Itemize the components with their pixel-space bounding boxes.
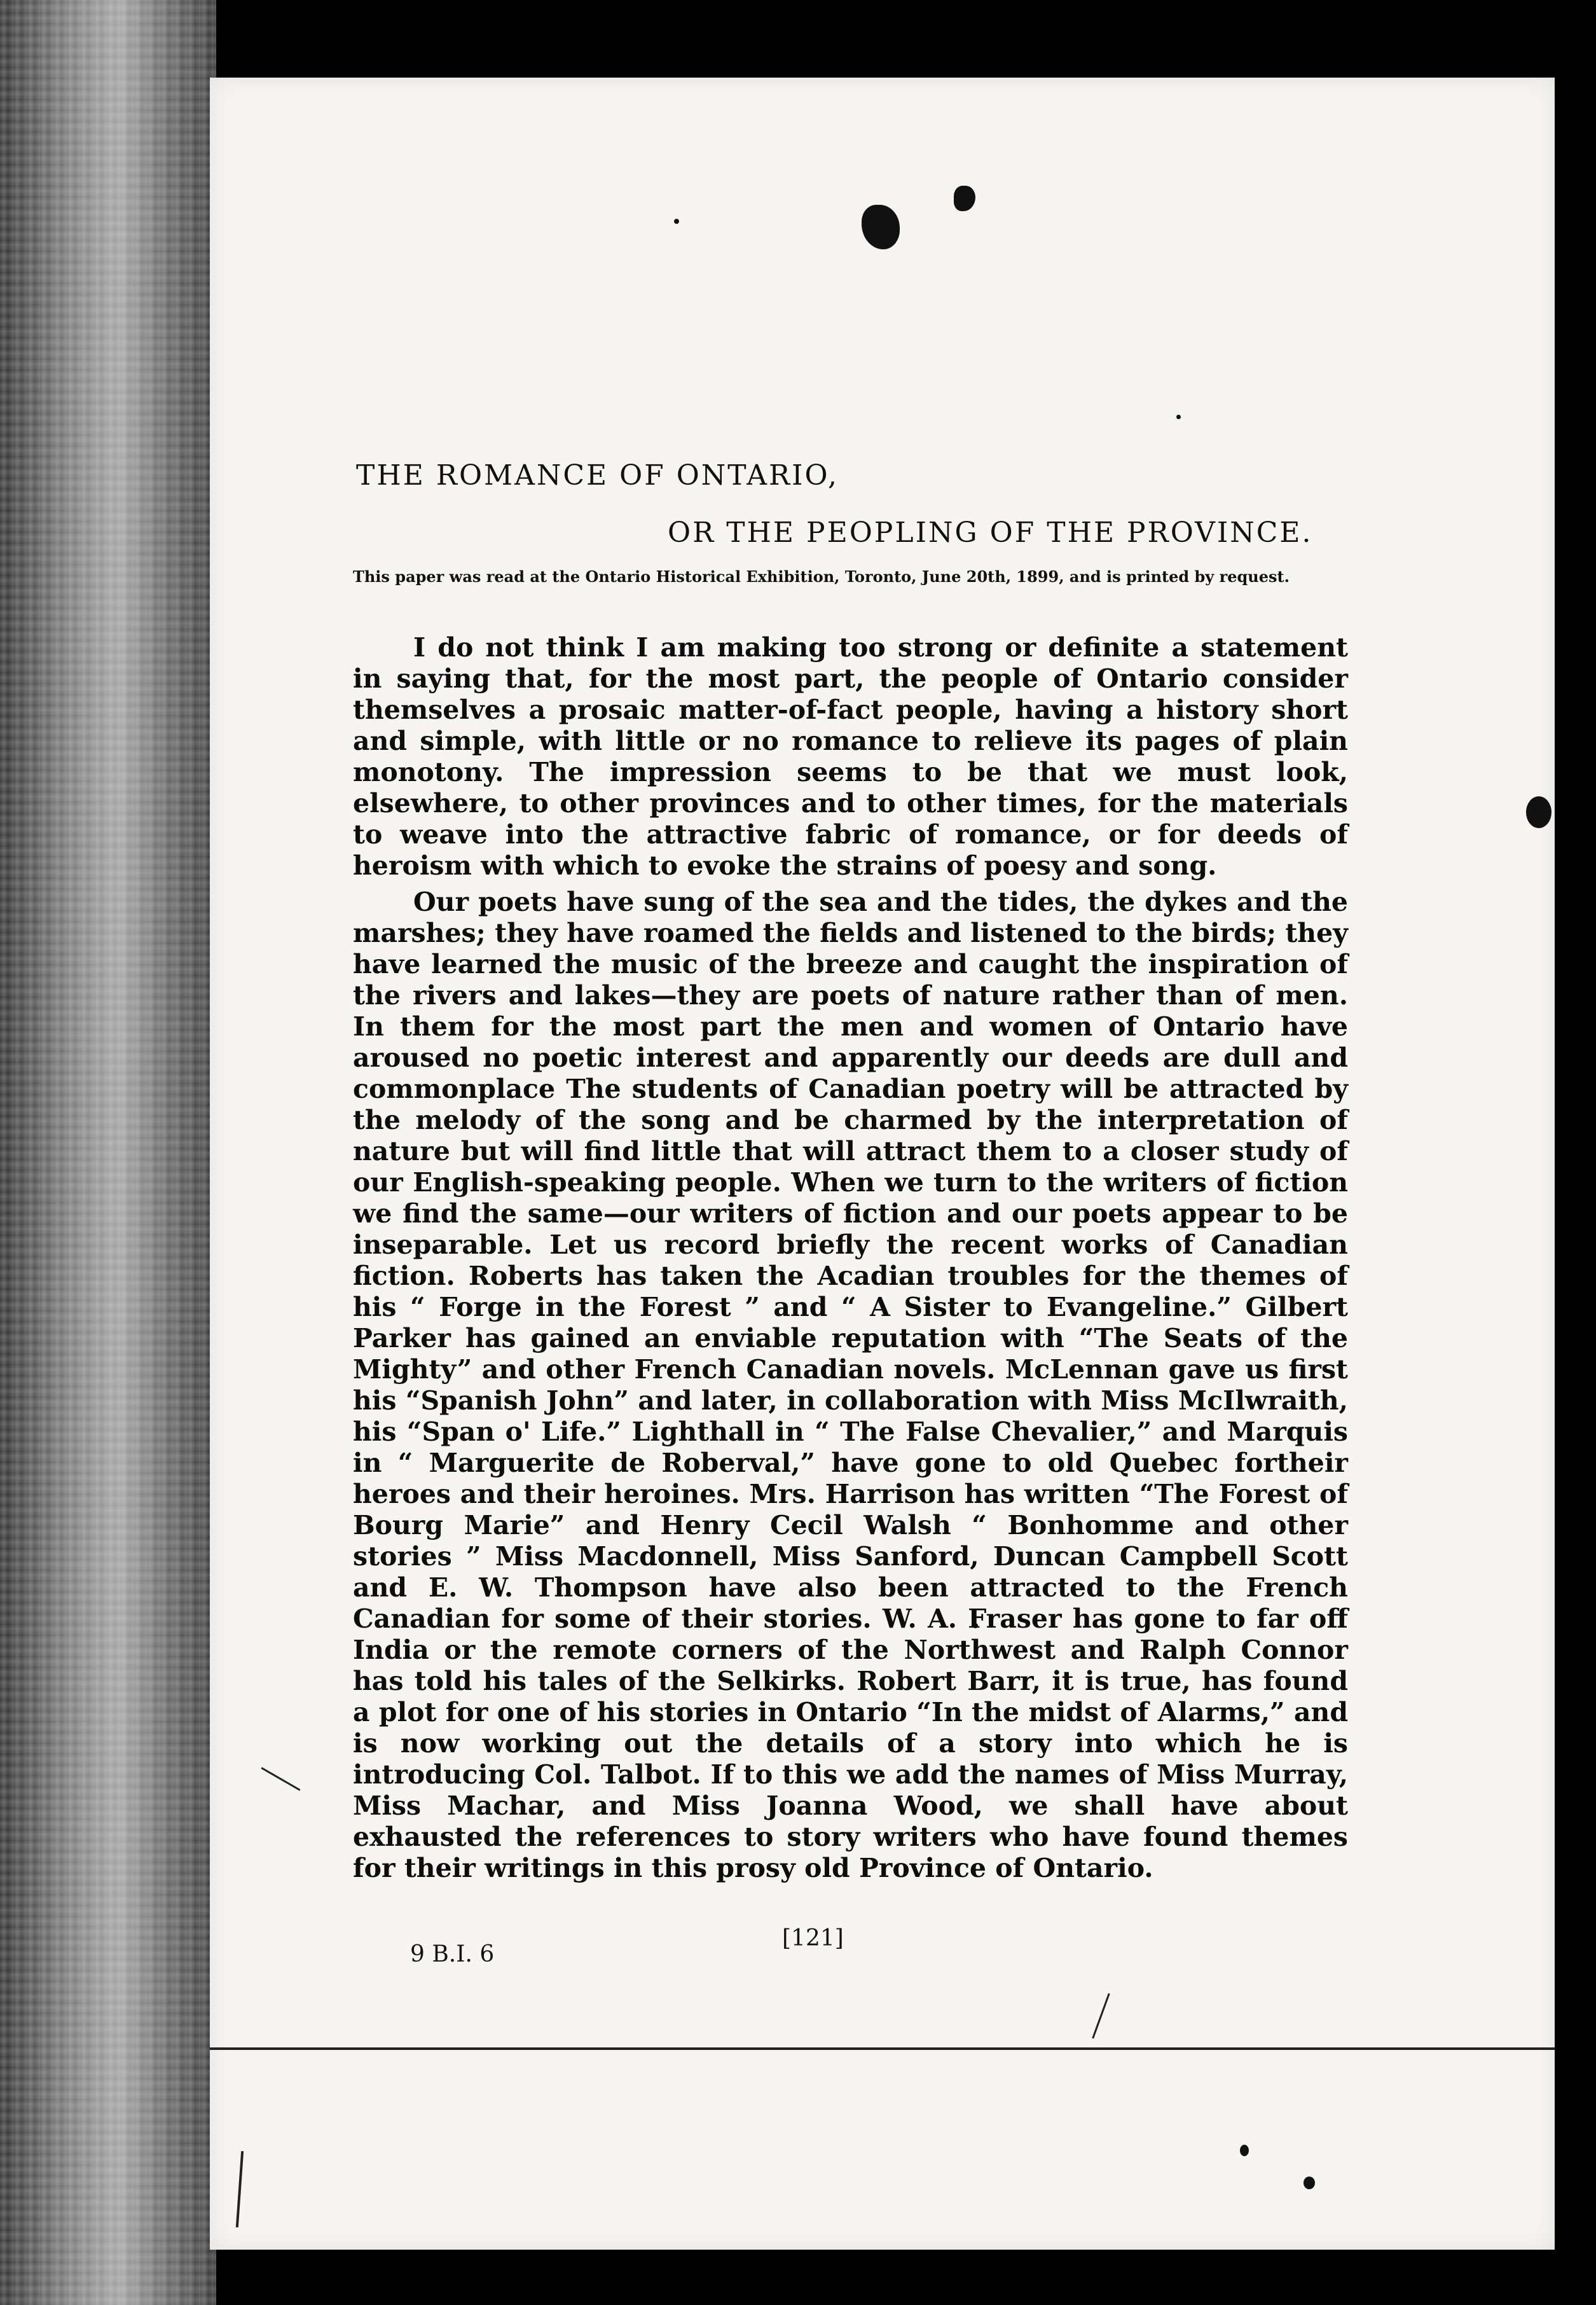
pencil-mark [261, 1767, 300, 1791]
page-number: [121] [782, 1925, 844, 1951]
pencil-mark [1092, 1993, 1110, 2039]
document-page [210, 78, 1555, 2250]
title-line-1: THE ROMANCE OF ONTARIO, [356, 459, 839, 492]
pencil-mark [236, 2151, 244, 2227]
publication-note: This paper was read at the Ontario Historical Exhibition, Toronto, June 20th, 1899, and is printed by request. [353, 567, 1290, 586]
title-line-2: OR THE PEOPLING OF THE PROVINCE. [668, 516, 1313, 549]
ink-blot [862, 205, 900, 249]
scan-edge-shadow [0, 0, 216, 2305]
ink-speck [1304, 2177, 1315, 2189]
paragraph: I do not think I am making too strong or definite a statement in saying that, for the most part, the people of Ontario consider themselves a prosaic matter-of-fact people, having a history short and simple, with little or no romance to relieve its pages of plain monotony. The impression seems to be that we must look, elsewhere, to other provinces and to other times, for the materials to weave into the attractive fabric of romance, or for deeds of heroism with which to evoke the strains of poesy and song. [353, 632, 1348, 881]
printer-signature: 9 B.I. 6 [410, 1941, 495, 1967]
ink-blot [954, 186, 975, 211]
page-fold-line [210, 2047, 1555, 2050]
ink-speck [1176, 415, 1181, 419]
ink-speck [1240, 2145, 1249, 2156]
ink-speck [674, 219, 679, 224]
ink-blot [1526, 796, 1551, 828]
article-body [353, 632, 1348, 1889]
paragraph: Our poets have sung of the sea and the tides, the dykes and the marshes; they have roamed the fields and listened to the birds; they have learned the music of the breeze and caught the inspiration of the rivers and lakes—they are poets of nature rather than of men. In them for the most part the men and women of Ontario have aroused no poetic interest and apparently our deeds are dull and commonplace The students of Canadian poetry will be attracted by the melody of the song and be charmed by the interpretation of nature but will find little that will attract them to a closer study of our English-speaking people. When we turn to the writers of fiction we find the same—our writers of fiction and our poets appear to be inseparable. Let us record briefly the recent works of Canadian fiction. Roberts has taken the Acadian troubles for the themes of his “ Forge in the Forest ” and “ A Sister to Evangeline.” Gilbert Parker has gained an enviable reputation with “The Seats of the Mighty” and other French Canadian novels. McLennan gave us first his “Spanish John” and later, in collaboration with Miss McIlwraith, his “Span o' Life.” Lighthall in “ The False Chevalier,” and Marquis in “ Marguerite de Roberval,” have gone to old Quebec fortheir heroes and their heroines. Mrs. Harrison has written “The Forest of Bourg Marie” and Henry Cecil Walsh “ Bonhomme and other stories ” Miss Macdonnell, Miss Sanford, Duncan Campbell Scott and E. W. Thompson have also been attracted to the French Canadian for some of their stories. W. A. Fraser has gone to far off India or the remote corners of the Northwest and Ralph Connor has told his tales of the Selkirks. Robert Barr, it is true, has found a plot for one of his stories in Ontario “In the midst of Alarms,” and is now working out the details of a story into which he is introducing Col. Talbot. If to this we add the names of Miss Murray, Miss Machar, and Miss Joanna Wood, we shall have about exhausted the references to story writers who have found themes for their writings in this prosy old Province of Ontario. [353, 887, 1348, 1883]
